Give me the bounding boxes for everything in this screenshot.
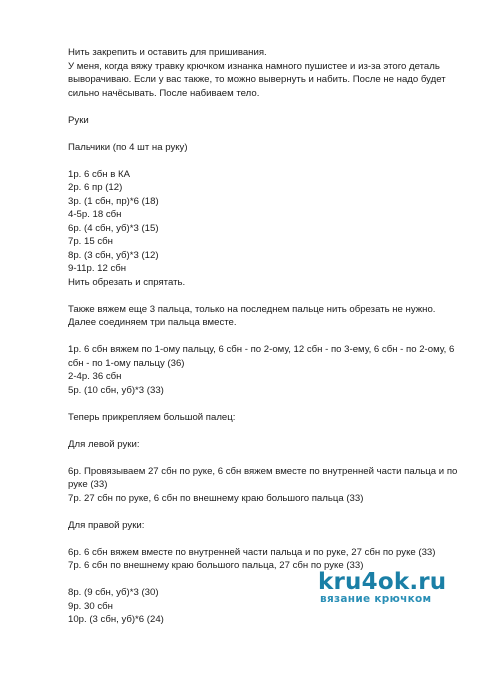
text-line: Руки <box>68 114 89 126</box>
text-line: 6р. Провязываем 27 сбн по руке, 6 сбн вяжем вместе по внутренней части пальца и по <box>68 465 458 477</box>
text-line: Далее соединяем три пальца вместе. <box>68 317 237 328</box>
text-line: 2-4р. 36 сбн <box>68 371 122 382</box>
blank-line <box>68 397 468 411</box>
blank-line <box>68 330 468 344</box>
document-body <box>68 46 468 627</box>
text-line: У меня, когда вяжу травку крючком изнанка намного пушистее и из-за этого деталь <box>68 60 440 72</box>
blank-line <box>68 154 468 168</box>
text-line: 3р. (1 сбн, пр)*6 (18) <box>68 195 159 207</box>
text-line: сбн - по 1-ому пальцу (36) <box>68 357 185 369</box>
text-line: Пальчики (по 4 шт на руку) <box>68 141 188 153</box>
text-line: 10р. (3 сбн, уб)*6 (24) <box>68 614 164 625</box>
text-line: 7р. 15 сбн <box>68 236 113 247</box>
text-line: 9р. 30 сбн <box>68 600 113 612</box>
text-line: 7р. 27 сбн по руке, 6 сбн по внешнему краю большого пальца (33) <box>68 492 364 504</box>
blank-line <box>68 532 468 546</box>
text-line: 1р. 6 сбн в КА <box>68 168 131 180</box>
text-line: Теперь прикрепляем большой палец: <box>68 411 236 423</box>
text-line: 4-5р. 18 сбн <box>68 209 122 220</box>
text-line: 6р. 6 сбн вяжем вместе по внутренней части пальца и по руке, 27 сбн по руке (33) <box>68 546 436 558</box>
text-line: 6р. (4 сбн, уб)*3 (15) <box>68 222 159 234</box>
watermark-tagline: вязание крючком <box>320 593 432 605</box>
blank-line <box>68 100 468 114</box>
text-line: сильно начёсывать. После набиваем тело. <box>68 87 260 99</box>
text-line: Нить закрепить и оставить для пришивания. <box>68 47 267 58</box>
blank-line <box>68 451 468 465</box>
text-line: 7р. 6 сбн по внешнему краю большого пальца, 27 сбн по руке (33) <box>68 560 364 571</box>
text-line: 8р. (9 сбн, уб)*3 (30) <box>68 587 159 598</box>
blank-line <box>68 505 468 519</box>
blank-line <box>68 289 468 303</box>
text-line: Для правой руки: <box>68 519 145 531</box>
text-line: Также вяжем еще 3 пальца, только на последнем пальце нить обрезать не нужно. <box>68 303 436 315</box>
watermark-logo: kru4ok.ru <box>318 569 447 595</box>
blank-line <box>68 424 468 438</box>
text-line: 1р. 6 сбн вяжем по 1-ому пальцу, 6 сбн - по 2-ому, 12 сбн - по 3-ему, 6 сбн - по 2-ому, 6 <box>68 344 455 355</box>
text-line: Нить обрезать и спрятать. <box>68 276 186 288</box>
text-line: руке (33) <box>68 479 108 490</box>
blank-line <box>68 127 468 141</box>
text-line: 8р. (3 сбн, уб)*3 (12) <box>68 249 159 261</box>
text-line: 5р. (10 сбн, уб)*3 (33) <box>68 384 164 396</box>
site-watermark <box>318 570 468 605</box>
text-line: выворачиваю. Если у вас также, то можно вывернуть и набить. После не надо будет <box>68 74 446 85</box>
text-line: Для левой руки: <box>68 438 140 450</box>
text-line: 9-11р. 12 сбн <box>68 263 127 274</box>
text-line: 2р. 6 пр (12) <box>68 182 123 193</box>
